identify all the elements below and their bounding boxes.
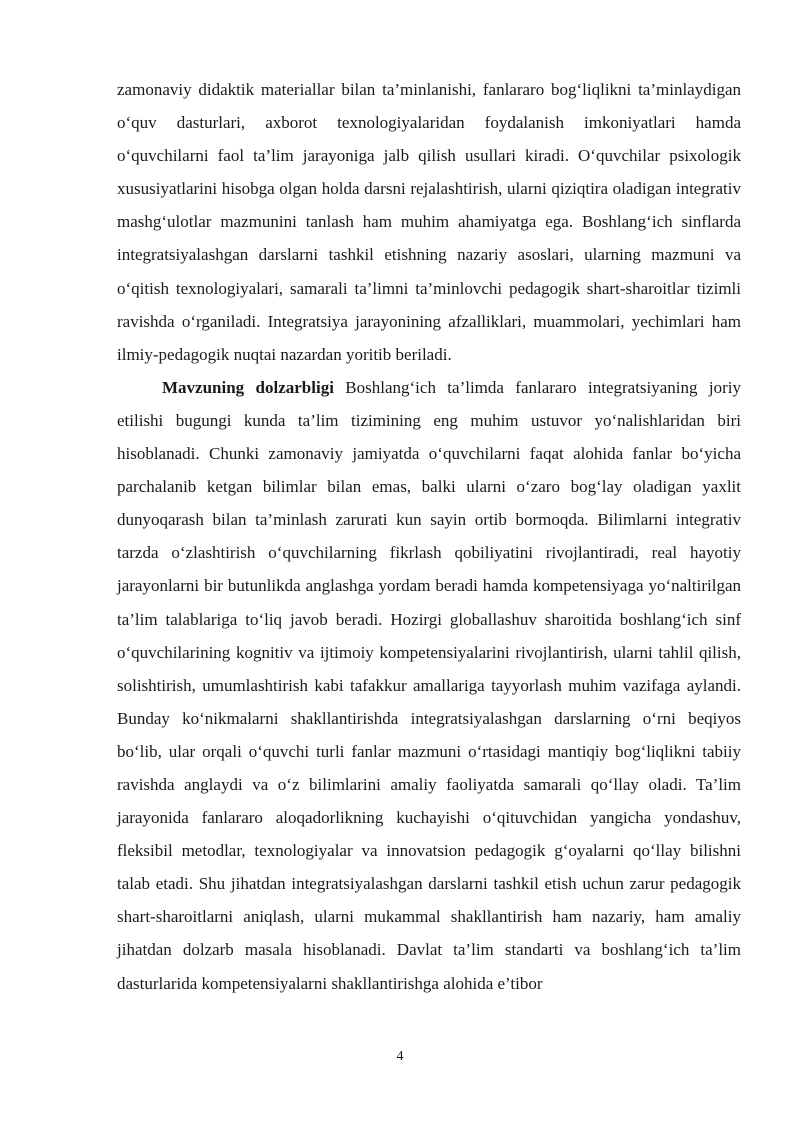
paragraph-intro: zamonaviy didaktik materiallar bilan ta’minlanishi, fanlararo bog‘liqlikni ta’minlaydigan o‘quv dasturlari, axborot texnologiyalaridan foydalanish imkoniyatlari hamda o‘quvchilarni faol ta’lim jarayoniga jalb qilish usullari kiradi. O‘quvchilar psixologik xususiyatlarini hisobga olgan holda darsni rejalashtirish, ularni qiziqtira oladigan integrativ mashg‘ulotlar mazmunini tanlash ham muhim ahamiyatga ega. Boshlang‘ich sinflarda integratsiyalashgan darslarni tashkil etishning nazariy asoslari, ularning mazmuni va o‘qitish texnologiyalari, samarali ta’limni ta’minlovchi pedagogik shart-sharoitlar tizimli ravishda o‘rganiladi. Integratsiya jarayonining afzalliklari, muammolari, yechimlari ham ilmiy-pedagogik nuqtai nazardan yoritib beriladi. (117, 80, 741, 364)
inline-heading: Mavzuning dolzarbligi (162, 377, 334, 397)
body-text (117, 73, 741, 1000)
page-number: 4 (396, 1049, 404, 1064)
paragraph-relevance-body: Boshlang‘ich ta’limda fanlararo integratsiyaning joriy etilishi bugungi kunda ta’lim tizimining eng muhim ustuvor yo‘nalishlaridan biri hisoblanadi. Chunki zamonaviy jamiyatda o‘quvchilarni faqat alohida fanlar bo‘yicha parchalanib ketgan bilimlar bilan emas, balki ularni o‘zaro bog‘lay oladigan yaxlit dunyoqarash bilan ta’minlash zarurati kun sayin ortib bormoqda. Bilimlarni integrativ tarzda o‘zlashtirish o‘quvchilarning fikrlash qobiliyatini rivojlantiradi, real hayotiy jarayonlarni bir butunlikda anglashga yordam beradi hamda kompetensiyaga yo‘naltirilgan ta’lim talablariga to‘liq javob beradi. Hozirgi globallashuv sharoitida boshlang‘ich sinf o‘quvchilarining kognitiv va ijtimoiy kompetensiyalarini rivojlantirish, ularni tahlil qilish, solishtirish, umumlashtirish kabi tafakkur amallariga tayyorlash muhim vazifaga aylandi. Bunday ko‘nikmalarni shakllantirishda integratsiyalashgan darslarning o‘rni beqiyos bo‘lib, ular orqali o‘quvchi turli fanlar mazmuni o‘rtasidagi mantiqiy bog‘liqlikni tabiiy ravishda anglaydi va o‘z bilimlarini amaliy faoliyatda samarali qo‘llay oladi. Ta’lim jarayonida fanlararo aloqadorlikning kuchayishi o‘qituvchidan yangicha yondashuv, fleksibil metodlar, texnologiyalar va innovatsion pedagogik g‘oyalarni qo‘llay bilishni talab etadi. Shu jihatdan integratsiyalashgan darslarni tashkil etish uchun zarur pedagogik shart-sharoitlarni aniqlash, ularni mukammal shakllantirish ham nazariy, ham amaliy jihatdan dolzarb masala hisoblanadi. Davlat ta’lim standarti va boshlang‘ich ta’lim dasturlarida kompetensiyalarni shakllantirishga alohida e’tibor (117, 377, 741, 993)
paragraph-relevance (117, 371, 741, 1000)
